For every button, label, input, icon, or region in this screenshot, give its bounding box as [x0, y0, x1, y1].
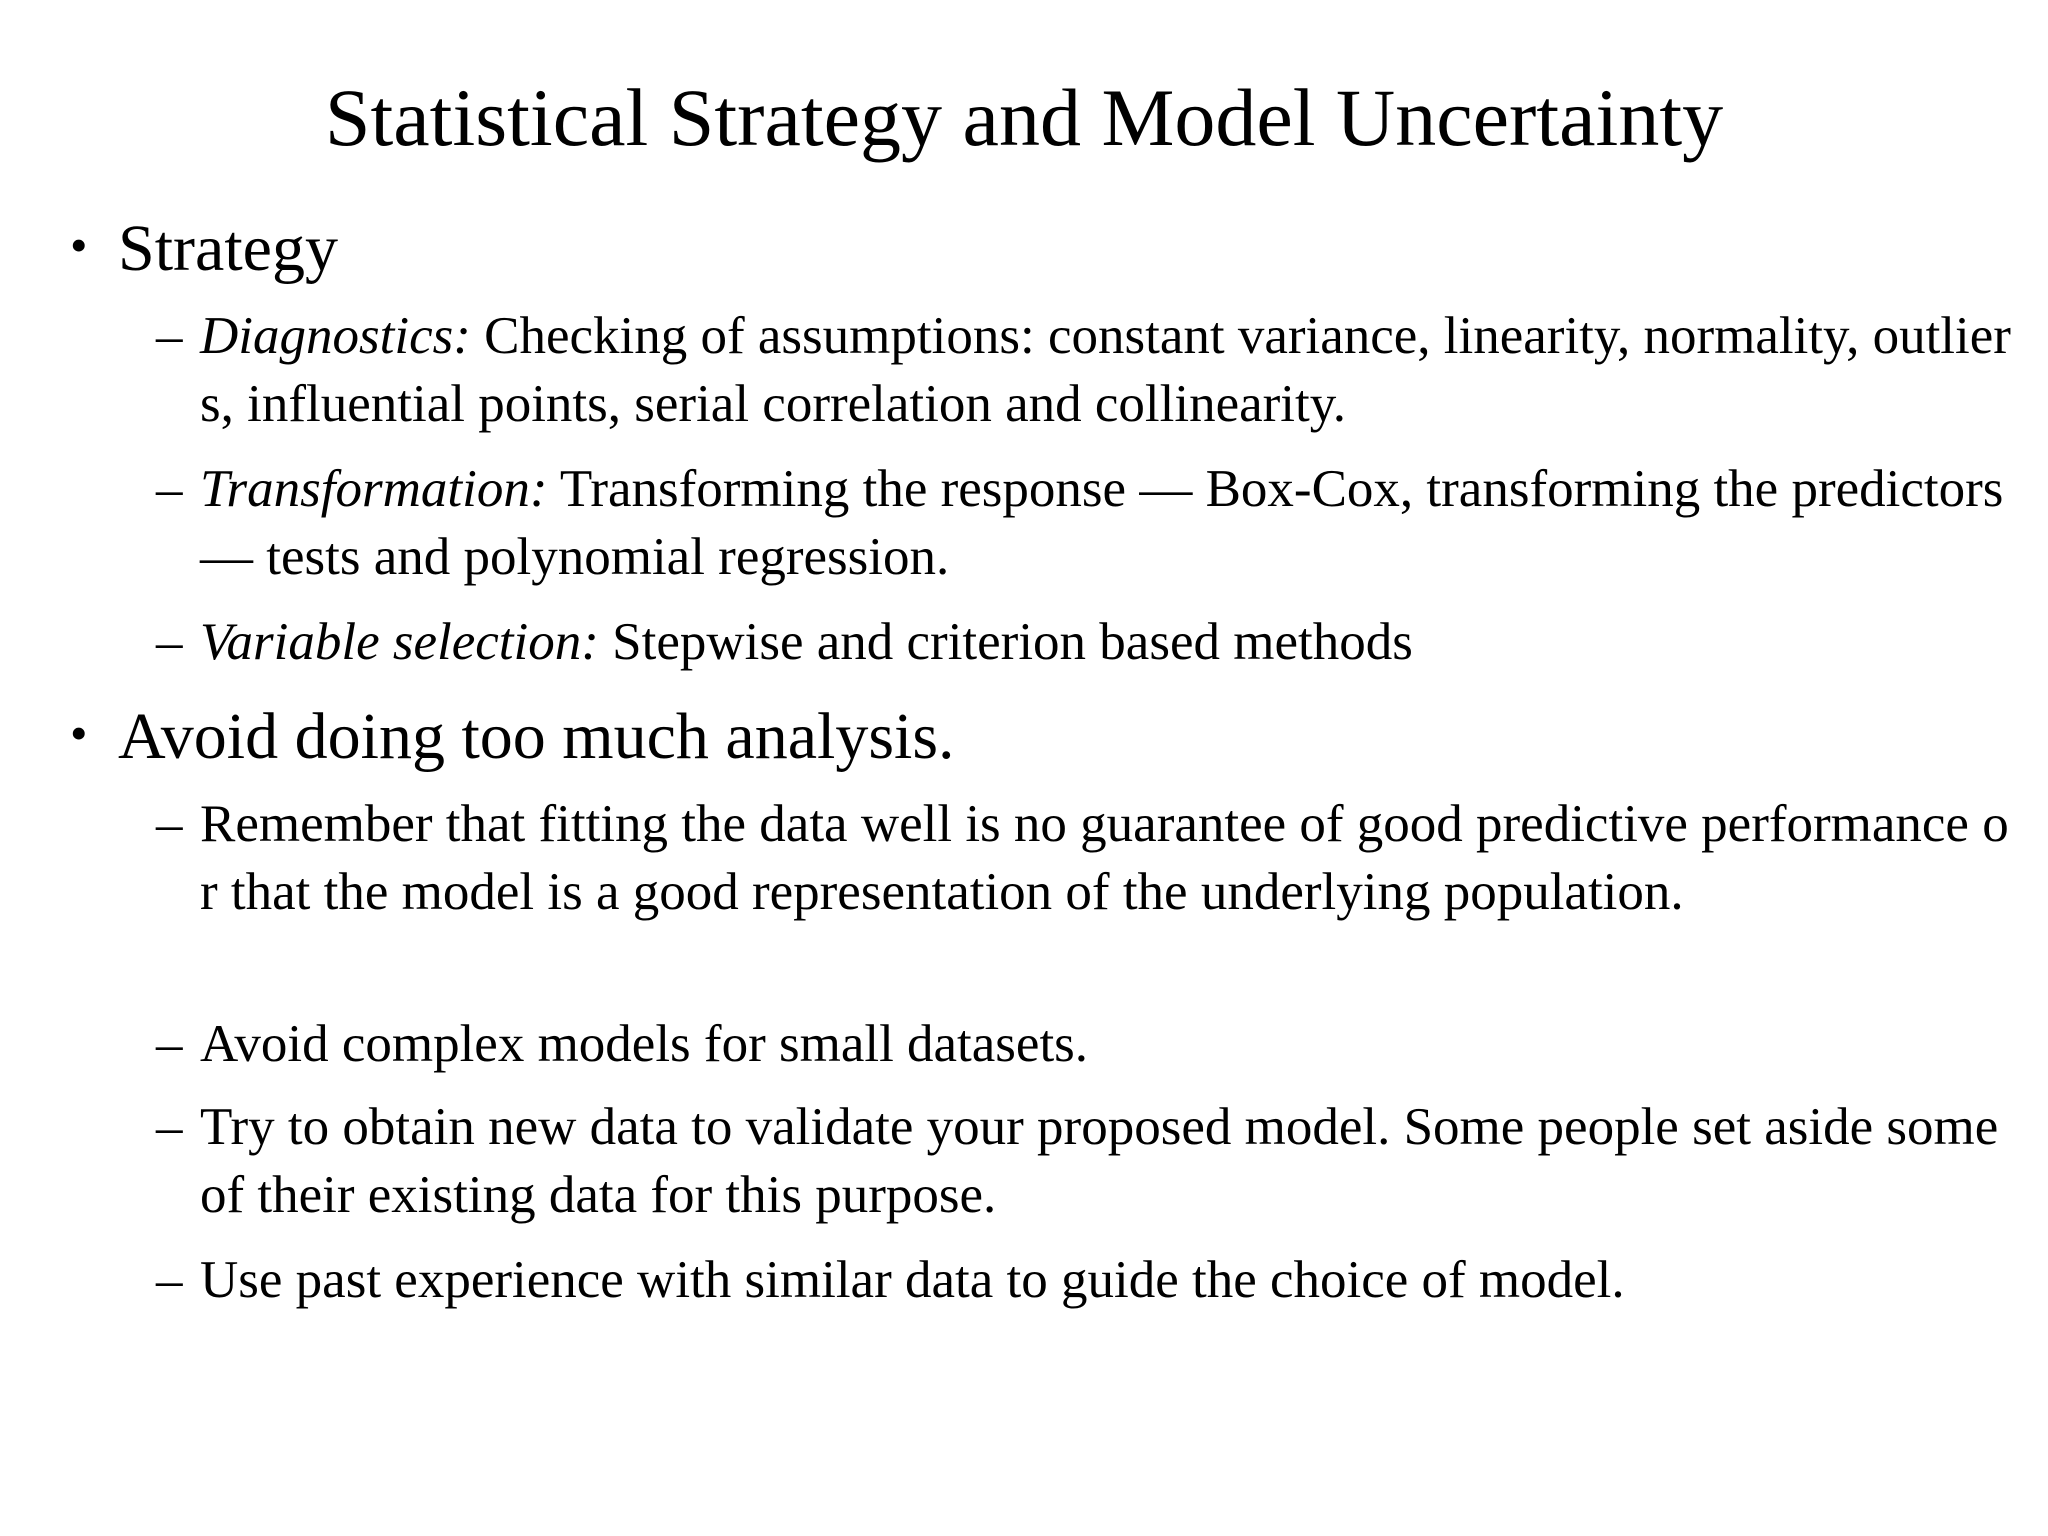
slide-title: Statistical Strategy and Model Uncertainty: [324, 72, 1724, 163]
sub-item-text: [200, 302, 2026, 438]
sub-item-body: Transforming the response — Box-Cox, transforming the predictors — tests and polynomial regression.: [200, 460, 2004, 586]
sub-item-lead: Diagnostics:: [200, 307, 471, 365]
bullet-strategy: [70, 205, 338, 289]
sub-item-lead: Transformation:: [200, 460, 548, 518]
dash-icon: –: [156, 1251, 183, 1309]
sub-item-past-experience: [156, 1246, 2026, 1314]
sub-item-text: Avoid complex models for small datasets.: [200, 1015, 1089, 1073]
sub-item-lead: Variable selection:: [200, 613, 599, 671]
sub-item-text: Use past experience with similar data to guide the choice of model.: [200, 1251, 1625, 1309]
sub-item-text: Remember that fitting the data well is no guarantee of good predictive performance or that the model is a good representation of the underlying population.: [200, 795, 2009, 921]
sub-item-remember: [156, 790, 2026, 926]
sub-item-new-data: [156, 1093, 2026, 1229]
sub-item-body: Checking of assumptions: constant variance, linearity, normality, outliers, influential points, serial correlation and collinearity.: [200, 307, 2011, 433]
bullet-heading: Strategy: [118, 212, 338, 285]
bullet-avoid-analysis: [70, 693, 955, 777]
sub-item-transformation: [156, 455, 2026, 591]
sub-item-variable-selection: [156, 608, 2026, 676]
sub-item-text: [200, 608, 2026, 676]
sub-item-diagnostics: [156, 302, 2026, 438]
sub-item-body: Stepwise and criterion based methods: [598, 613, 1413, 671]
bullet-icon: •: [70, 217, 88, 273]
sub-item-text: [200, 455, 2026, 591]
dash-icon: –: [156, 1015, 183, 1073]
bullet-icon: •: [70, 705, 88, 761]
dash-icon: –: [156, 795, 183, 853]
sub-item-text: Try to obtain new data to validate your proposed model. Some people set aside some of their existing data for this purpose.: [200, 1098, 1999, 1224]
sub-item-avoid-complex: [156, 1010, 2026, 1078]
dash-icon: –: [156, 460, 183, 518]
dash-icon: –: [156, 613, 183, 671]
dash-icon: –: [156, 1098, 183, 1156]
bullet-heading: Avoid doing too much analysis.: [118, 700, 955, 773]
dash-icon: –: [156, 307, 183, 365]
